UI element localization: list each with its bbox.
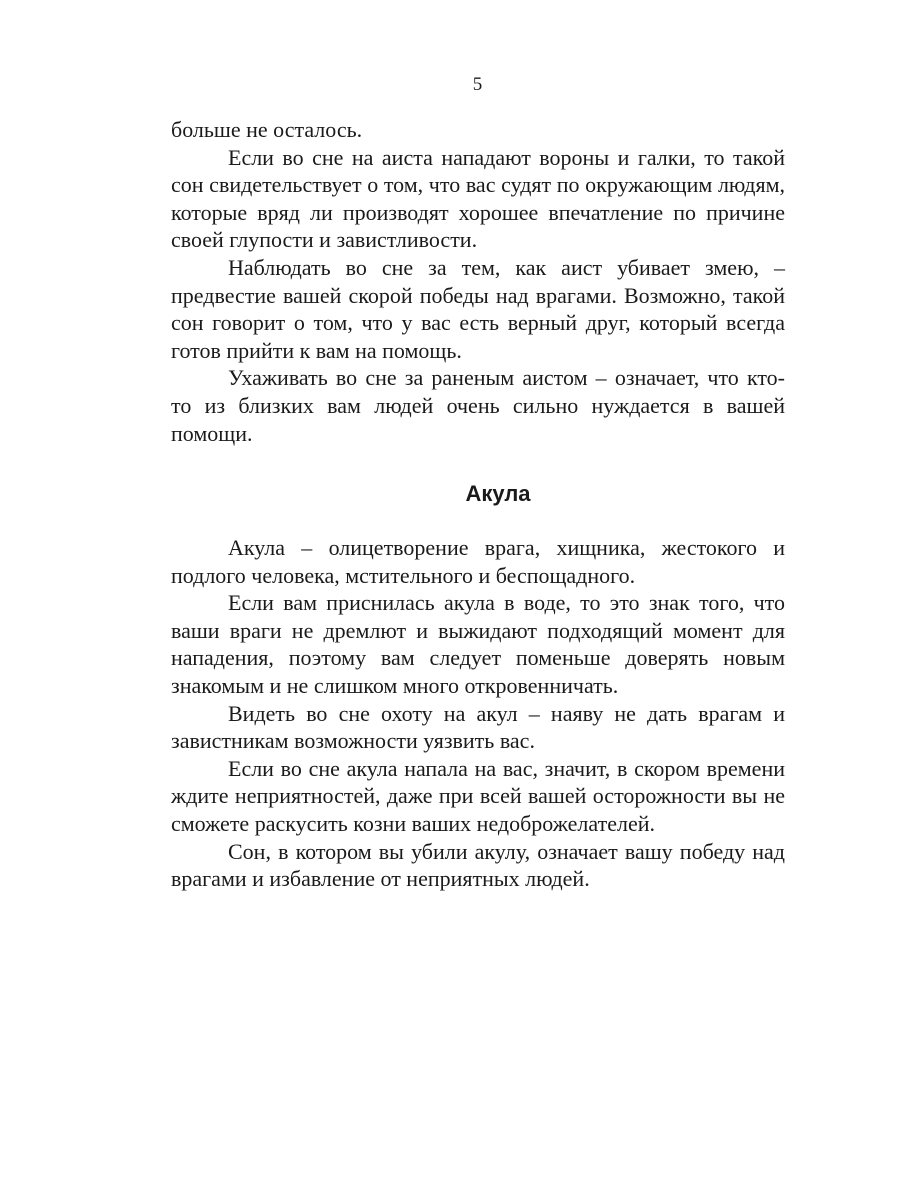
paragraph-shark-hunting: Видеть во сне охоту на акул – наяву не дать врагам и завистникам возможности уязвить вас.: [171, 700, 785, 754]
section-body: [171, 534, 785, 893]
paragraph-shark-in-water: Если вам приснилась акула в воде, то это знак того, что ваши враги не дремлют и выжидают подходящий момент для нападения, поэтому вам следует поменьше доверять новым знакомым и не слишком много откровенничать.: [171, 590, 785, 698]
continued-text: [171, 116, 785, 447]
paragraph-shark-killed: Сон, в котором вы убили акулу, означает вашу победу над врагами и избавление от неприятных людей.: [171, 838, 785, 892]
paragraph-stork-crows: Если во сне на аиста нападают вороны и галки, то такой сон свидетельствует о том, что вас судят по окружающим людям, которые вряд ли производят хорошее впечатление по причине своей глупости и завистливости.: [171, 144, 785, 253]
section-title: Акула: [465, 481, 531, 506]
paragraph-shark-definition: Акула – олицетворение врага, хищника, жестокого и подлого человека, мстительного и беспощадного.: [171, 535, 785, 588]
page-number: 5: [472, 74, 483, 95]
paragraph-wounded-stork: Ухаживать во сне за раненым аистом – означает, что кто- то из близких вам людей очень сильно нуждается в вашей помощи.: [171, 365, 785, 446]
paragraph-stork-snake: Наблюдать во сне за тем, как аист убивает змею, – предвестие вашей скорой победы над врагами. Возможно, такой сон говорит о том, что у вас есть верный друг, который всегда готов прийти к вам на помощь.: [171, 254, 785, 363]
paragraph-continuation: больше не осталось.: [171, 117, 363, 142]
paragraph-shark-attack: Если во сне акула напала на вас, значит, в скором времени ждите неприятностей, даже при всей вашей осторожности вы не сможете раскусить козни ваших недоброжелателей.: [171, 755, 785, 836]
